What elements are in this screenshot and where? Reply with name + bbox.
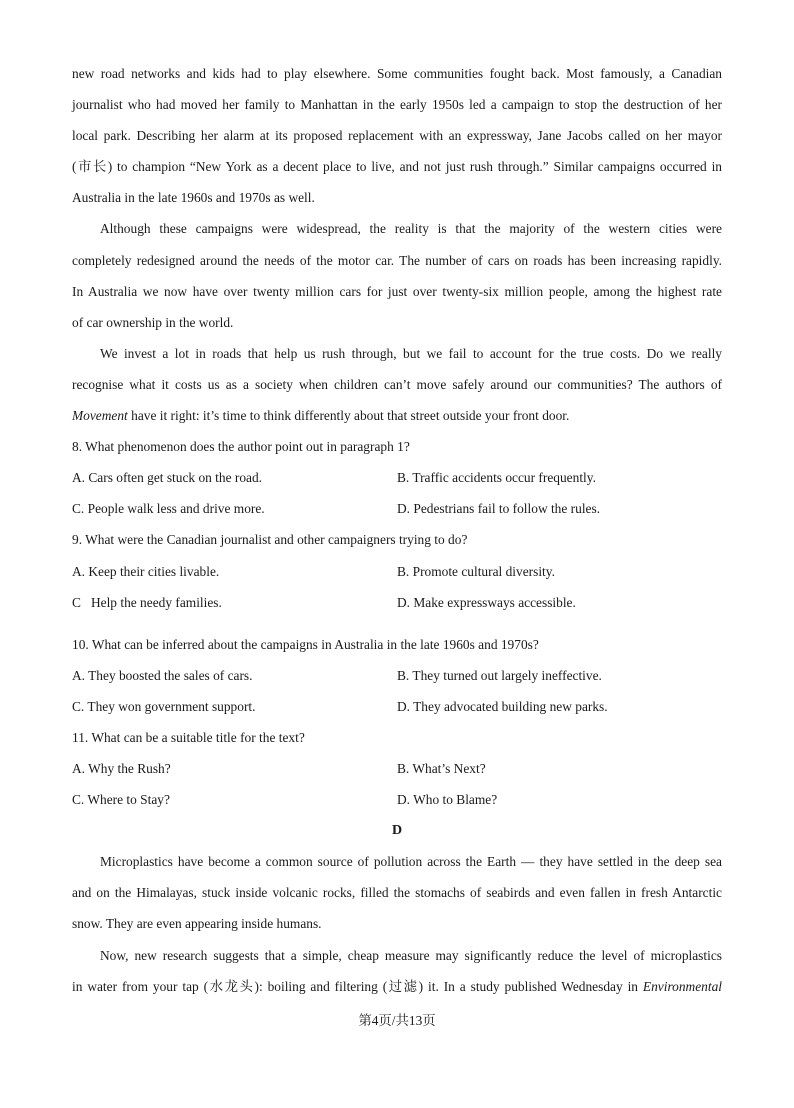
option-c: C. Where to Stay? (72, 792, 170, 808)
text-line: Australia in the late 1960s and 1970s as well. (72, 190, 315, 206)
option-row (72, 753, 722, 784)
option-row (72, 493, 722, 524)
option-c: C Help the needy families. (72, 594, 222, 610)
passage-c-text (72, 58, 722, 431)
document-page (72, 58, 722, 1002)
text-line: Now, new research suggests that a simple, cheap measure may significantly reduce the level of microplastics (100, 947, 722, 963)
option-a: A. They boosted the sales of cars. (72, 667, 253, 683)
text-line-rest: have it right: it’s time to think differently about that street outside your front door. (127, 408, 570, 424)
text-line: In Australia we now have over twenty million cars for just over twenty-six million people, among the highest rate (72, 283, 722, 299)
option-row (72, 587, 722, 629)
option-row (72, 784, 722, 815)
option-b: B. Traffic accidents occur frequently. (397, 470, 596, 486)
option-a: A. Why the Rush? (72, 760, 171, 776)
text-line: local park. Describing her alarm at its proposed replacement with an expressway, Jane Jacobs called on her mayor (72, 128, 722, 144)
option-row (72, 462, 722, 493)
option-a: A. Cars often get stuck on the road. (72, 470, 263, 486)
question-9 (72, 524, 722, 628)
option-c: C. They won government support. (72, 698, 256, 714)
option-b: B. They turned out largely ineffective. (397, 667, 602, 683)
text-line: Microplastics have become a common source of pollution across the Earth — they have settled in the deep sea (100, 854, 722, 870)
question-stem: 8. What phenomenon does the author point out in paragraph 1? (72, 439, 410, 455)
option-row (72, 660, 722, 691)
text-line (72, 400, 722, 431)
page-number: 第4页/共13页 (358, 1013, 436, 1028)
option-d: D. Who to Blame? (397, 792, 498, 808)
question-stem: 10. What can be inferred about the campaigns in Australia in the late 1960s and 1970s? (72, 636, 539, 652)
text-line: (市长) to champion “New York as a decent place to live, and not just rush through.” Similar campaigns occurred in (72, 159, 722, 175)
option-a: A. Keep their cities livable. (72, 563, 220, 579)
question-stem: 11. What can be a suitable title for the text? (72, 729, 305, 745)
question-8 (72, 431, 722, 524)
text-line: journalist who had moved her family to Manhattan in the early 1950s led a campaign to stop the destruction of her (72, 97, 722, 113)
text-line-main: in water from your tap (水龙头): boiling and filtering (过滤) it. In a study published Wednesday in (72, 978, 643, 994)
option-d: D. Make expressways accessible. (397, 594, 576, 610)
text-line: completely redesigned around the needs of the motor car. The number of cars on roads has been increasing rapidly. (72, 252, 722, 268)
option-c: C. People walk less and drive more. (72, 501, 265, 517)
journal-title: Environmental (642, 978, 722, 994)
option-d: D. They advocated building new parks. (397, 698, 608, 714)
option-row (72, 691, 722, 722)
question-stem: 9. What were the Canadian journalist and other campaigners trying to do? (72, 532, 468, 548)
option-d: D. Pedestrians fail to follow the rules. (397, 501, 601, 517)
text-line: new road networks and kids had to play elsewhere. Some communities fought back. Most famously, a Canadian (72, 66, 722, 81)
book-title: Movement (72, 408, 128, 424)
text-line: recognise what it costs us as a society when children can’t move safely around our communities? The authors of (72, 376, 722, 392)
question-11 (72, 722, 722, 815)
option-row (72, 556, 722, 587)
passage-d-text (72, 846, 722, 1001)
option-b: B. Promote cultural diversity. (397, 563, 555, 579)
text-line (72, 971, 722, 1002)
question-10 (72, 629, 722, 722)
option-b: B. What’s Next? (397, 760, 486, 776)
text-line: Although these campaigns were widespread, the reality is that the majority of the western cities were (100, 221, 722, 237)
section-heading: D (391, 823, 403, 839)
text-line: snow. They are even appearing inside humans. (72, 916, 322, 932)
text-line: and on the Himalayas, stuck inside volcanic rocks, filled the stomachs of seabirds and even fallen in fresh Antarctic (72, 885, 722, 901)
text-line: We invest a lot in roads that help us rush through, but we fail to account for the true costs. Do we really (100, 345, 722, 361)
text-line: of car ownership in the world. (72, 314, 234, 330)
